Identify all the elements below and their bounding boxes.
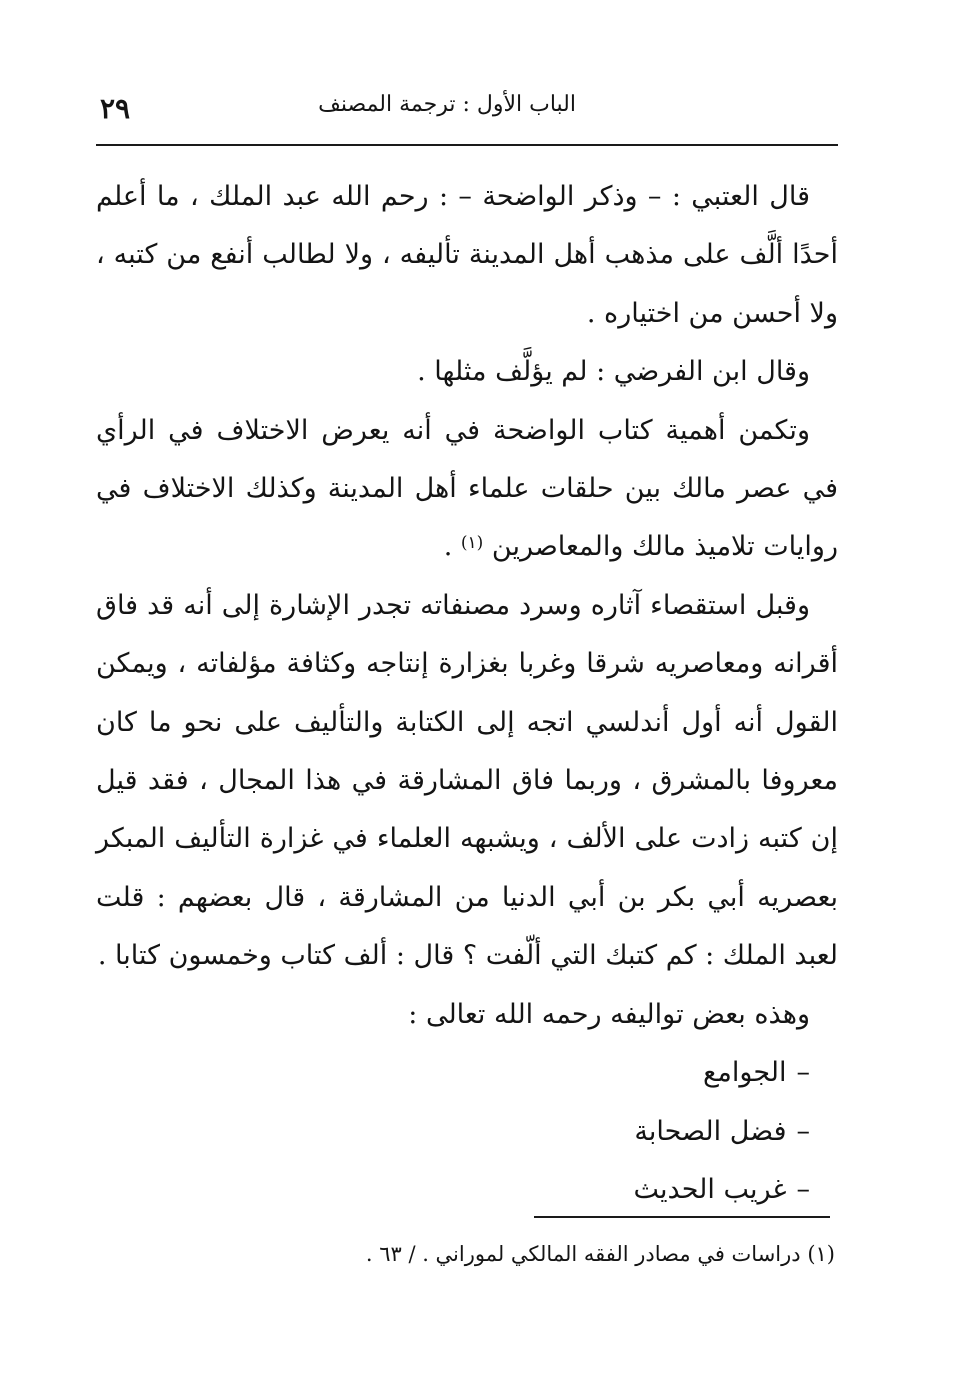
list-dash: –	[796, 1115, 810, 1147]
running-title: الباب الأول : ترجمة المصنف	[318, 92, 576, 117]
body-text	[96, 168, 838, 1219]
list-item-label: غريب الحديث	[633, 1173, 787, 1205]
paragraph-3-text: وتكمن أهمية كتاب الواضحة في أنه يعرض الاختلاف في الرأي في عصر مالك بين حلقات علماء أهل المدينة وكذلك الاختلاف في روايات تلاميذ مالك والمعاصرين	[96, 414, 838, 563]
footnote-marker: (١)	[807, 1242, 835, 1266]
page-number: ٢٩	[100, 92, 131, 125]
footnote-text: دراسات في مصادر الفقه المالكي لموراني . / ٦٣ .	[365, 1242, 801, 1266]
page-header	[96, 86, 838, 132]
paragraph-2: وقال ابن الفرضي : لم يؤلَّف مثلها .	[417, 356, 810, 388]
list-item	[96, 1161, 838, 1219]
header-rule	[96, 144, 838, 146]
list-item-label: فضل الصحابة	[634, 1115, 787, 1147]
paragraph-4: وقبل استقصاء آثاره وسرد مصنفاته تجدر الإشارة إلى أنه قد فاق أقرانه ومعاصريه شرقا وغربا بغزارة إنتاجه وكثافة مؤلفاته ، ويمكن القول أنه أول أندلسي اتجه إلى الكتابة والتأليف على نحو ما كان معروفا بالمشرق ، وربما فاق المشارقة في هذا المجال ، فقد قيل إن كتبه زادت على الألف ، ويشبهه العلماء في غزارة التأليف المبكر بعصريه أبي بكر بن أبي الدنيا من المشارقة ، قال بعضهم : قلت لعبد الملك : كم كتبك التي ألّفت ؟ قال : ألف كتاب وخمسون كتابا .	[96, 589, 838, 972]
paragraph-1: قال العتبي : – وذكر الواضحة – : رحم الله عبد الملك ، ما أعلم أحدًا ألَّف على مذهب أهل المدينة تأليفه ، ولا لطالب أنفع من كتبه ، ولا أحسن من اختياره .	[96, 181, 838, 329]
list-dash: –	[796, 1173, 810, 1205]
footnote-reference[interactable]: (١)	[460, 533, 484, 554]
list-item-label: الجوامع	[703, 1057, 787, 1089]
list-item	[96, 1103, 838, 1161]
paragraph-5: وهذه بعض تواليفه رحمه الله تعالى :	[408, 998, 810, 1030]
list-item	[96, 1044, 838, 1102]
footnote	[366, 1238, 835, 1270]
list-dash: –	[796, 1057, 810, 1089]
paragraph-3	[96, 402, 838, 577]
footnote-rule	[534, 1216, 830, 1218]
paragraph-3-end: .	[443, 531, 461, 563]
